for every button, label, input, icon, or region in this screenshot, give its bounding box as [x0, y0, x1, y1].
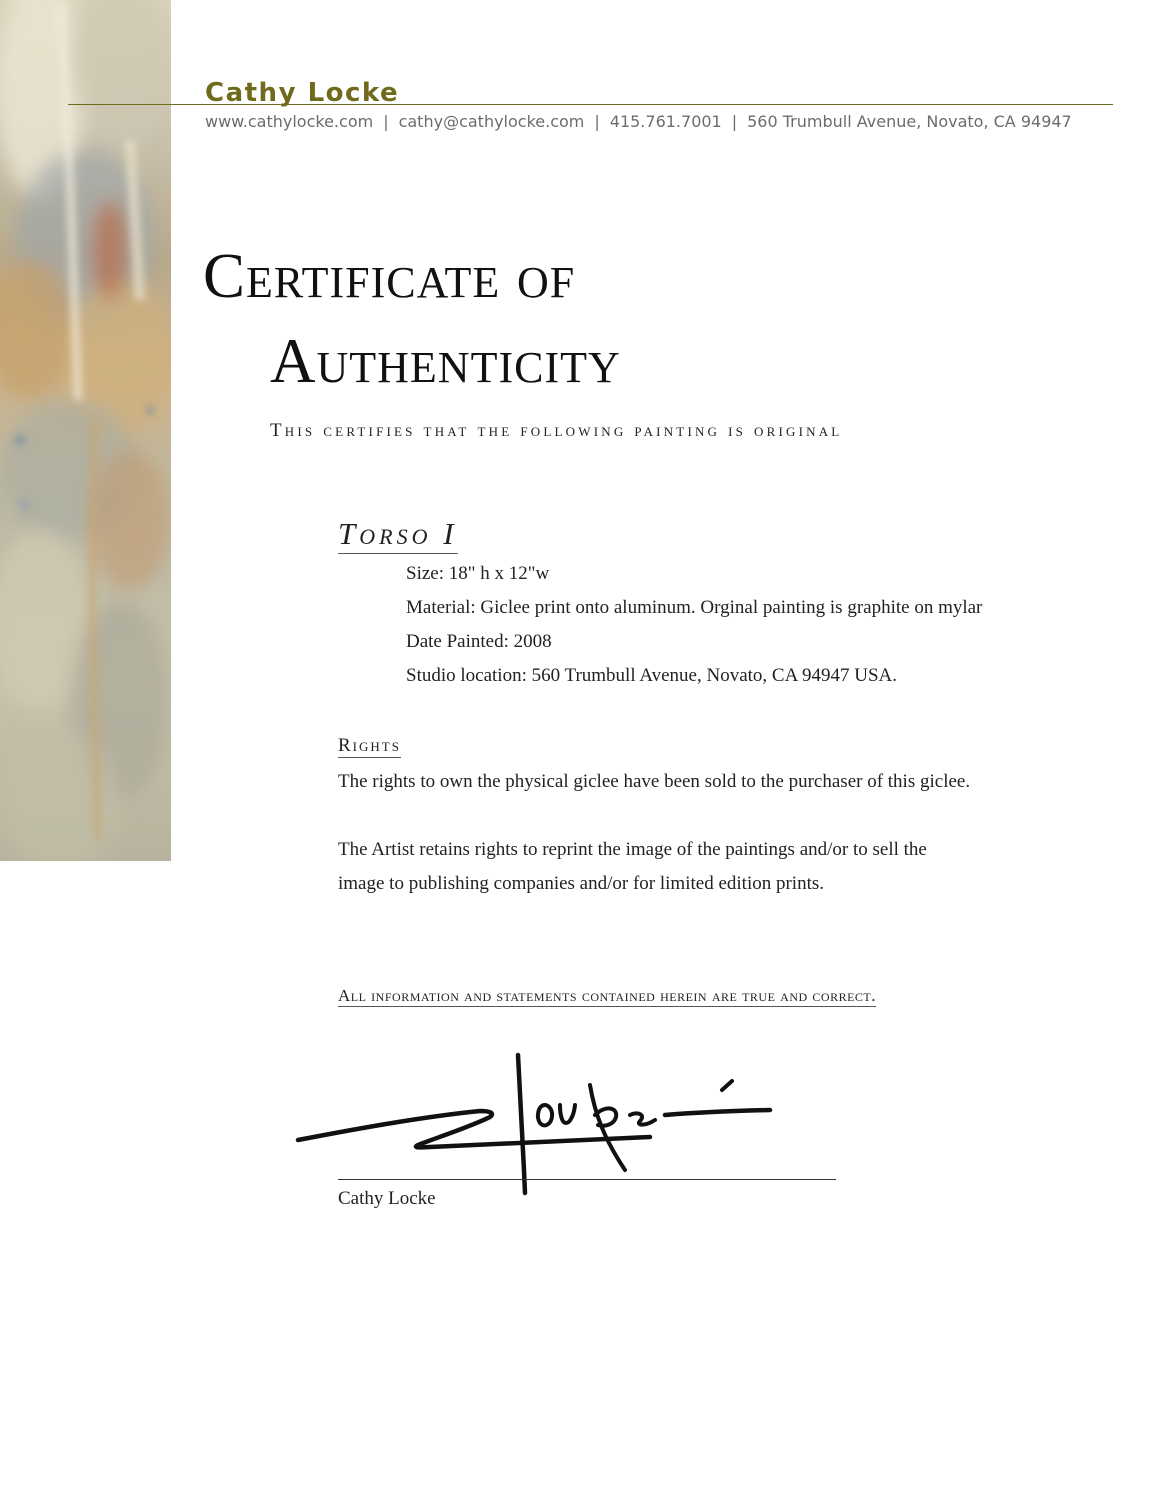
rights-paragraph-2-line-2: image to publishing companies and/or for limited edition prints. [338, 873, 825, 894]
address: 560 Trumbull Avenue, Novato, CA 94947 [747, 112, 1072, 131]
rights-heading: Rights [338, 735, 401, 756]
signatory-name: Cathy Locke [338, 1188, 436, 1209]
header-divider [68, 104, 1113, 105]
phone-number: 415.761.7001 [609, 112, 722, 131]
website-link[interactable]: www.cathylocke.com [205, 112, 374, 131]
email-link[interactable]: cathy@cathylocke.com [398, 112, 585, 131]
artwork-details-list [406, 560, 982, 696]
contact-line [205, 112, 1072, 131]
artist-name: Cathy Locke [205, 78, 400, 108]
artwork-date: Date Painted: 2008 [406, 631, 552, 652]
rights-paragraph-2-line-1: The Artist retains rights to reprint the image of the paintings and/or to sell the [338, 839, 927, 860]
signature-line [338, 1179, 836, 1180]
artwork-studio-location: Studio location: 560 Trumbull Avenue, Novato, CA 94947 USA. [406, 665, 898, 686]
certificate-subtitle: This certifies that the following painting is original [270, 420, 843, 441]
artwork-size: Size: 18" h x 12"w [406, 563, 550, 584]
rights-paragraph-1: The rights to own the physical giclee have been sold to the purchaser of this giclee. [338, 771, 971, 792]
abstract-painting-strip [0, 0, 171, 861]
certificate-title-line-1: Certificate of [203, 241, 576, 311]
separator: | [383, 112, 389, 131]
rights-paragraph-2 [338, 833, 927, 901]
handwritten-signature [290, 1045, 790, 1200]
separator: | [594, 112, 600, 131]
truth-statement: All information and statements contained herein are true and correct. [338, 986, 877, 1005]
artwork-title: Torso I [338, 518, 458, 554]
certificate-title-line-2: Authenticity [270, 326, 621, 396]
separator: | [731, 112, 738, 131]
artwork-material: Material: Giclee print onto aluminum. Orginal painting is graphite on mylar [406, 597, 983, 618]
